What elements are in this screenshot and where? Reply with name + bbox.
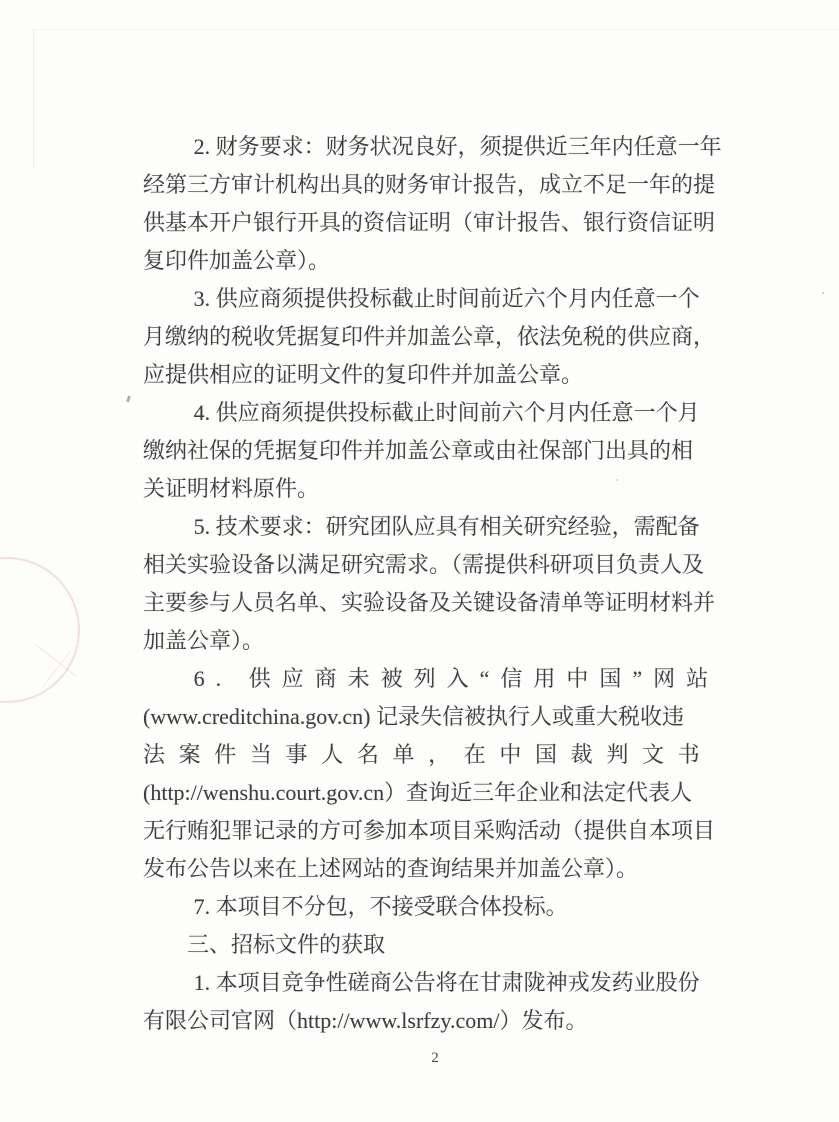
text-line: 发布公告以来在上述网站的查询结果并加盖公章）。 [143,856,639,881]
paragraph-social-insurance [143,394,727,508]
text-line: 4. 供应商须提供投标截止时间前六个月内任意一个月 [193,400,700,425]
paper-edge-left [33,29,34,169]
text-line: 关证明材料原件。 [143,476,320,501]
paragraph-no-lots [143,888,727,926]
seal-bleedthrough-arc [0,557,80,703]
text-line: 2. 财务要求：财务状况良好，须提供近三年内任意一年 [193,134,722,159]
paragraph-finance-requirement [143,128,727,280]
text-line: 相关实验设备以满足研究需求。（需提供科研项目负责人及 [143,552,705,577]
text-line: (http://wenshu.court.gov.cn）查询近三年企业和法定代表人 [143,780,693,805]
text-line: 无行贿犯罪记录的方可参加本项目采购活动（提供自本项目 [143,818,716,843]
paragraph-technical-requirement [143,508,727,660]
section-heading-text: 三、招标文件的获取 [187,932,386,957]
text-line: 应提供相应的证明文件的复印件并加盖公章。 [143,362,584,387]
text-line: 6. 供应商未被列入“信用中国”网站 [193,666,720,691]
text-line: 3. 供应商须提供投标截止时间前近六个月内任意一个 [193,286,700,311]
document-body [143,128,727,1040]
paper-edge-top [30,29,839,30]
text-line: 主要参与人员名单、实验设备及关键设备清单等证明材料并 [143,590,716,615]
paragraph-credit-check [143,660,727,888]
text-line: 复印件加盖公章）。 [143,248,331,273]
text-line: 1. 本项目竞争性磋商公告将在甘肃陇神戎发药业股份 [193,970,700,995]
text-line: 有限公司官网（http://www.lsrfzy.com/）发布。 [143,1008,588,1033]
text-line: 7. 本项目不分包，不接受联合体投标。 [193,894,568,919]
paragraph-tax-payment [143,280,727,394]
paragraph-announcement-website [143,964,727,1040]
text-line: 缴纳社保的凭据复印件并加盖公章或由社保部门出具的相 [143,438,694,463]
section-heading-obtain-documents [143,926,727,964]
text-line: (www.creditchina.gov.cn) 记录失信被执行人或重大税收违 [143,704,684,729]
text-line: 经第三方审计机构出具的财务审计报告，成立不足一年的提 [143,172,716,197]
text-line: 月缴纳的税收凭据复印件并加盖公章，依法免税的供应商， [143,324,716,349]
page-number: 2 [431,1050,439,1066]
text-line: 供基本开户银行开具的资信证明（审计报告、银行资信证明 [143,210,716,235]
scan-speck [126,396,131,403]
text-line: 加盖公章）。 [143,628,265,653]
text-line: 5. 技术要求：研究团队应具有相关研究经验，需配备 [193,514,700,539]
scan-speck [822,292,824,294]
text-line: 法案件当事人名单，在中国裁判文书 [143,742,714,767]
